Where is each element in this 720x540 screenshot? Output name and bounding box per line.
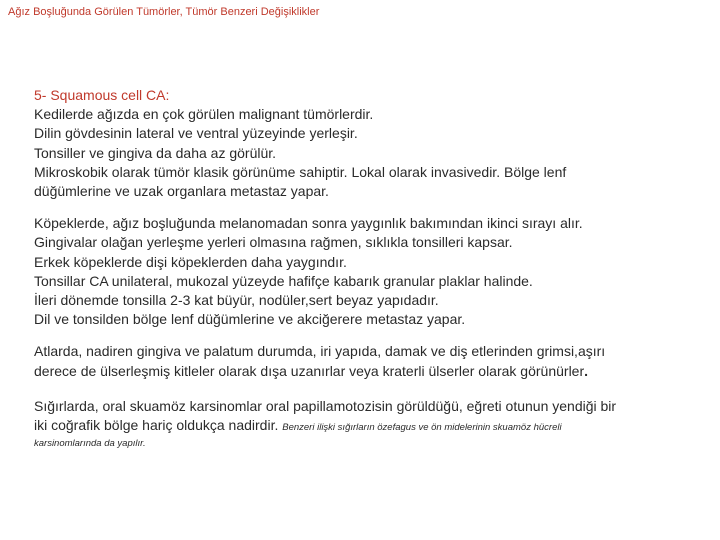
paragraph-cattle <box>34 397 710 451</box>
text-segment: . <box>584 362 589 379</box>
text-line: Mikroskobik olarak tümör klasik görünüme sahiptir. Lokal olarak invasivedir. Bölge lenf <box>34 163 567 180</box>
text-line: Dil ve tonsilden bölge lenf düğümlerine ve akciğerere metastaz yapar. <box>34 311 466 328</box>
text-line: Tonsillar CA unilateral, mukozal yüzeyde hafifçe kabarık granular plaklar halinde. <box>34 272 533 289</box>
text-line: İleri dönemde tonsilla 2-3 kat büyür, nodüler,sert beyaz yapıdadır. <box>34 292 439 309</box>
page-title: Ağız Boşluğunda Görülen Tümörler, Tümör Benzeri Değişiklikler <box>8 6 320 18</box>
text-line <box>34 362 710 381</box>
text-line: Sığırlarda, oral skuamöz karsinomlar oral papillamotozisin görüldüğü, eğreti otunun yendiği bir <box>34 397 617 414</box>
text-line: Gingivalar olağan yerleşme yerleri olmasına rağmen, sıklıkla tonsilleri kapsar. <box>34 234 513 251</box>
text-line: düğümlerine ve uzak organlara metastaz yapar. <box>34 183 329 200</box>
text-line: Dilin gövdesinin lateral ve ventral yüzeyinde yerleşir. <box>34 125 358 142</box>
text-line: Atlarda, nadiren gingiva ve palatum durumda, iri yapıda, damak ve diş etlerinden grimsi,aşırı <box>34 343 606 360</box>
text-segment: iki coğrafik bölge hariç oldukça nadirdir. <box>34 417 283 434</box>
paragraph-dogs <box>34 214 710 329</box>
text-line <box>34 416 710 437</box>
text-segment: derece de ülserleşmiş kitleler olarak dışa uzanırlar veya kraterli ülserler olarak görünürler <box>34 362 585 379</box>
footnote-text: karsinomlarında da yapılır. <box>34 438 146 450</box>
footnote-text: Benzeri ilişki sığırların özefagus ve ön midelerinin skuamöz hücreli <box>282 422 562 434</box>
paragraph-cats <box>34 86 710 201</box>
text-line: Tonsiller ve gingiva da daha az görülür. <box>34 144 277 161</box>
text-line: Köpeklerde, ağız boşluğunda melanomadan sonra yaygınlık bakımından ikinci sırayı alır. <box>34 215 583 232</box>
text-line: Erkek köpeklerde dişi köpeklerden daha yaygındır. <box>34 253 347 270</box>
section-heading: 5- Squamous cell CA: <box>34 87 170 103</box>
paragraph-horses <box>34 342 710 380</box>
slide-body <box>34 86 710 464</box>
text-line: Kedilerde ağızda en çok görülen malignant tümörlerdir. <box>34 106 374 123</box>
